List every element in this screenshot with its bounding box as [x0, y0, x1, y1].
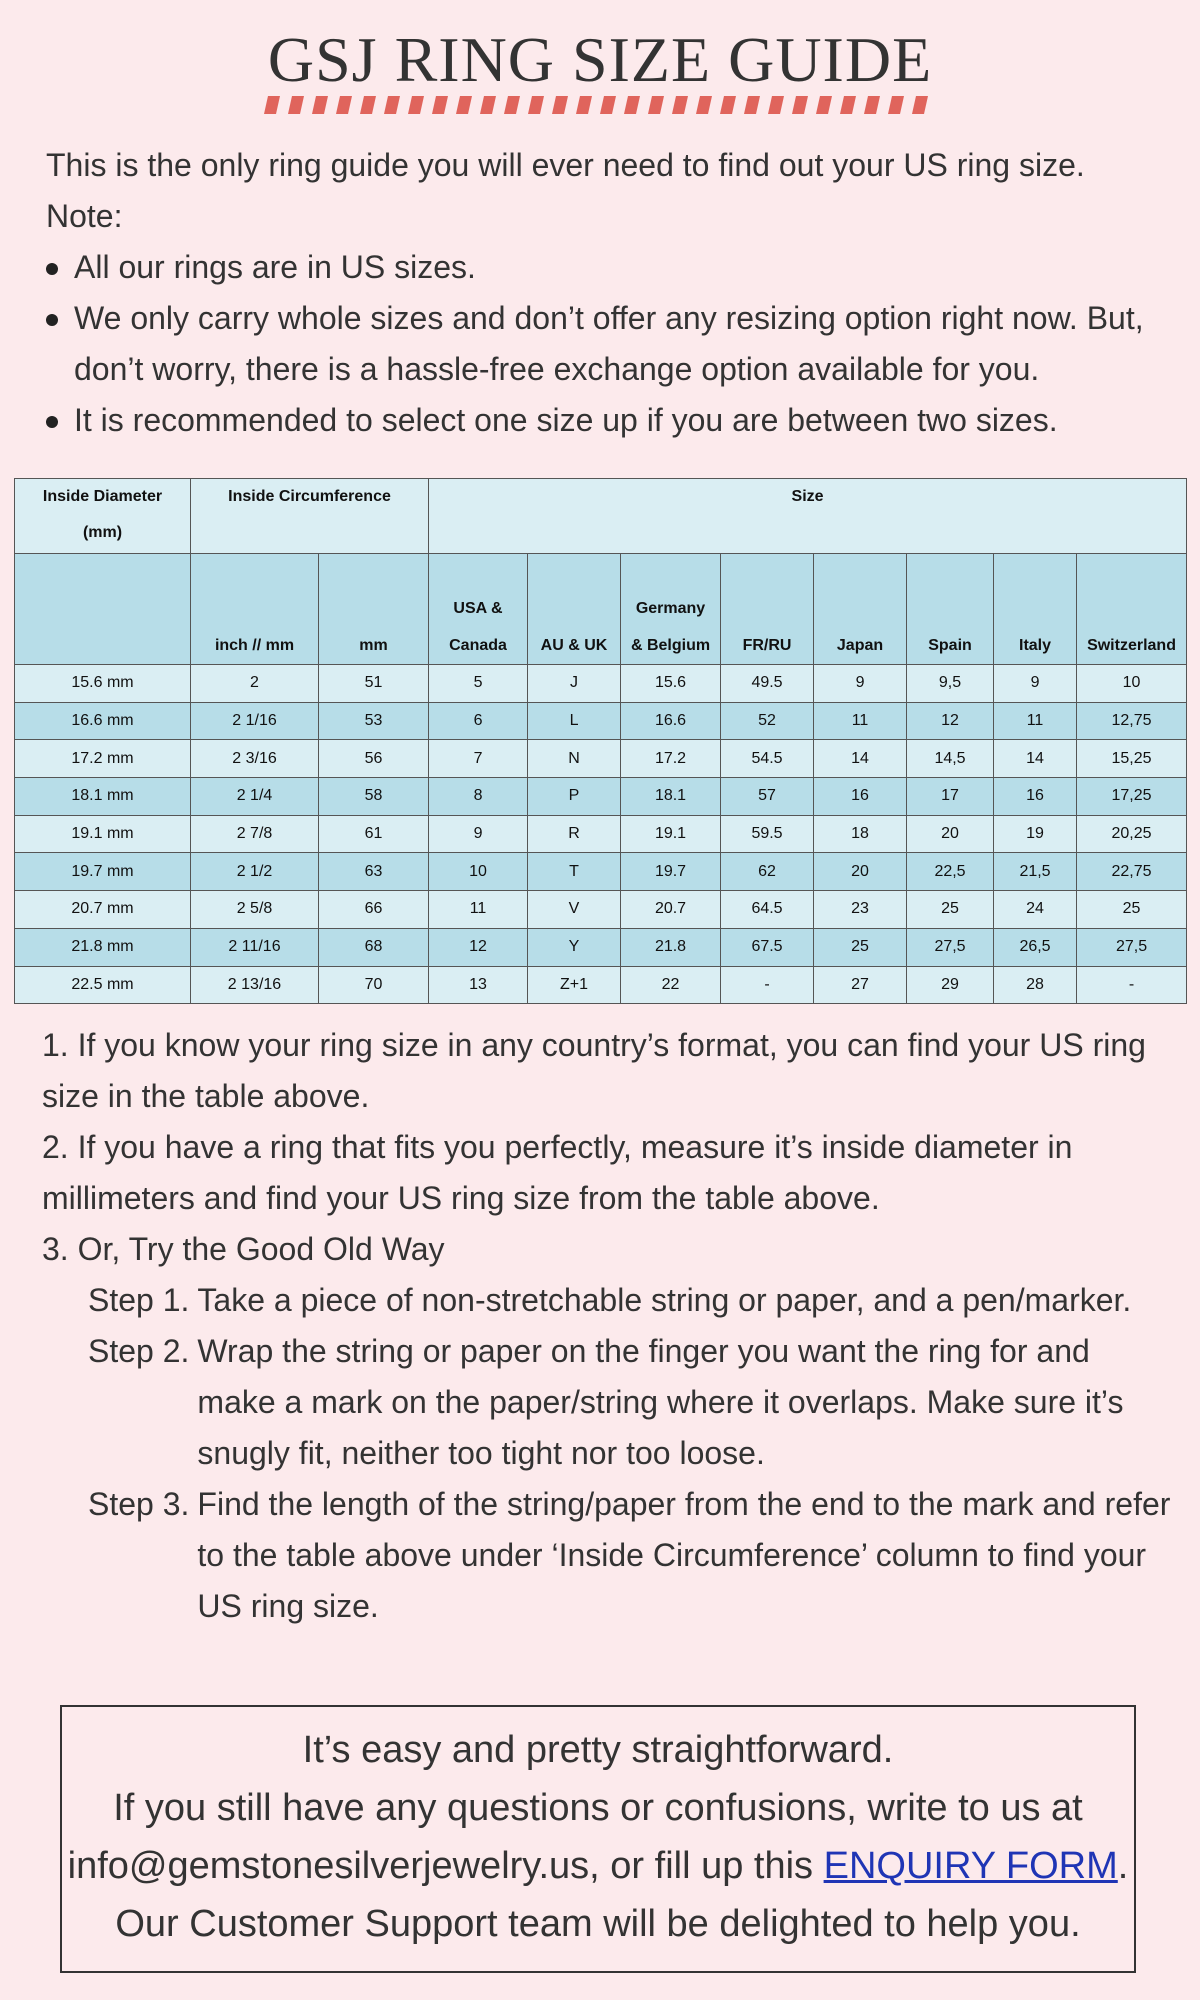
table-cell: 22,75	[1077, 853, 1187, 891]
step-label: Step 3.	[88, 1486, 190, 1522]
table-cell: 15,25	[1077, 740, 1187, 778]
decoration-dash	[840, 96, 856, 114]
page-title: GSJ RING SIZE GUIDE	[267, 24, 933, 95]
table-cell: 61	[319, 815, 429, 853]
table-cell: 51	[319, 665, 429, 703]
table-row	[15, 853, 1187, 891]
table-cell: 2 7/8	[191, 815, 319, 853]
decoration-dash	[408, 96, 424, 114]
table-cell: 59.5	[721, 815, 814, 853]
table-row	[15, 966, 1187, 1004]
table-cell: 21.8 mm	[15, 928, 191, 966]
table-cell: 12,75	[1077, 702, 1187, 740]
table-cell: 12	[429, 928, 528, 966]
table-cell: 49.5	[721, 665, 814, 703]
table-cell: 25	[907, 891, 994, 929]
table-cell: J	[528, 665, 621, 703]
decoration-dash	[720, 96, 736, 114]
table-cell: 23	[814, 891, 907, 929]
step-label: Step 1.	[88, 1282, 190, 1318]
table-cell: 20.7	[621, 891, 721, 929]
table-row	[15, 702, 1187, 740]
table-cell: N	[528, 740, 621, 778]
table-cell: 62	[721, 853, 814, 891]
table-cell: 17,25	[1077, 778, 1187, 816]
table-cell: 24	[994, 891, 1077, 929]
instruction-item: 3. Or, Try the Good Old Way	[42, 1231, 445, 1267]
decoration-dash	[816, 96, 832, 114]
decoration-dash	[576, 96, 592, 114]
table-cell: 19.1 mm	[15, 815, 191, 853]
decoration-dash	[384, 96, 400, 114]
title-underline-decoration	[264, 96, 932, 114]
contact-box	[60, 1705, 1136, 1973]
table-cell: 25	[1077, 891, 1187, 929]
table-cell: 52	[721, 702, 814, 740]
column-header: Italy	[994, 554, 1077, 665]
column-header: Japan	[814, 554, 907, 665]
contact-line-4: Our Customer Support team will be delighted to help you.	[115, 1903, 1081, 1945]
table-cell: 2 11/16	[191, 928, 319, 966]
table-cell: 20.7 mm	[15, 891, 191, 929]
decoration-dash	[336, 96, 352, 114]
table-row	[15, 665, 1187, 703]
table-cell: 9	[814, 665, 907, 703]
table-cell: 9	[429, 815, 528, 853]
step-text: Wrap the string or paper on the finger you want the ring for and make a mark on the paper/string where it overlaps. Make sure it’s snugly fit, neither too tight nor too loose.	[197, 1333, 1124, 1471]
table-cell: 20	[907, 815, 994, 853]
table-row	[15, 778, 1187, 816]
table-cell: V	[528, 891, 621, 929]
contact-line-2: If you still have any questions or confusions, write to us at	[113, 1787, 1083, 1829]
column-header: FR/RU	[721, 554, 814, 665]
table-cell: 26,5	[994, 928, 1077, 966]
table-cell: L	[528, 702, 621, 740]
table-cell: 7	[429, 740, 528, 778]
step-text: Find the length of the string/paper from the end to the mark and refer to the table above under ‘Inside Circumference’ column to find your US ring size.	[197, 1486, 1171, 1624]
decoration-dash	[768, 96, 784, 114]
table-cell: 19.7	[621, 853, 721, 891]
decoration-dash	[648, 96, 664, 114]
table-cell: 9	[994, 665, 1077, 703]
table-cell: 16.6	[621, 702, 721, 740]
table-row	[15, 891, 1187, 929]
table-cell: 14,5	[907, 740, 994, 778]
header-inside-diameter: Inside Diameter (mm)	[15, 479, 191, 554]
decoration-dash	[456, 96, 472, 114]
step-label: Step 2.	[88, 1333, 190, 1369]
decoration-dash	[888, 96, 904, 114]
table-cell: 2	[191, 665, 319, 703]
header-size: Size	[429, 479, 1187, 554]
table-cell: 54.5	[721, 740, 814, 778]
contact-email: info@gemstonesilverjewelry.us	[67, 1845, 590, 1887]
instruction-item: 1. If you know your ring size in any country’s format, you can find your US ring size in the table above.	[42, 1027, 1146, 1114]
table-cell: 64.5	[721, 891, 814, 929]
decoration-dash	[624, 96, 640, 114]
table-cell: P	[528, 778, 621, 816]
table-cell: R	[528, 815, 621, 853]
decoration-dash	[360, 96, 376, 114]
table-cell: 2 1/2	[191, 853, 319, 891]
table-cell: 21.8	[621, 928, 721, 966]
table-cell: 27,5	[1077, 928, 1187, 966]
decoration-dash	[696, 96, 712, 114]
table-cell: 2 3/16	[191, 740, 319, 778]
intro-text: This is the only ring guide you will ever need to find out your US ring size.	[46, 147, 1085, 183]
ring-size-table	[14, 478, 1187, 1004]
table-cell: 17	[907, 778, 994, 816]
table-cell: 2 1/4	[191, 778, 319, 816]
instruction-item: 2. If you have a ring that fits you perfectly, measure it’s inside diameter in millimeters and find your US ring size from the table above.	[42, 1129, 1073, 1216]
decoration-dash	[552, 96, 568, 114]
table-cell: 8	[429, 778, 528, 816]
table-cell: 27	[814, 966, 907, 1004]
table-cell: 57	[721, 778, 814, 816]
table-cell: 67.5	[721, 928, 814, 966]
decoration-dash	[528, 96, 544, 114]
note-item: All our rings are in US sizes.	[74, 242, 1166, 293]
decoration-dash	[504, 96, 520, 114]
table-cell: 14	[814, 740, 907, 778]
table-cell: 15.6	[621, 665, 721, 703]
decoration-dash	[600, 96, 616, 114]
table-cell: 14	[994, 740, 1077, 778]
table-cell: 27,5	[907, 928, 994, 966]
step-3	[42, 1479, 1172, 1632]
table-cell: 2 5/8	[191, 891, 319, 929]
table-row	[15, 928, 1187, 966]
decoration-dash	[912, 96, 928, 114]
column-header: mm	[319, 554, 429, 665]
table-cell: 13	[429, 966, 528, 1004]
table-cell: 21,5	[994, 853, 1077, 891]
table-cell: -	[721, 966, 814, 1004]
table-cell: 28	[994, 966, 1077, 1004]
table-cell: T	[528, 853, 621, 891]
table-cell: 17.2	[621, 740, 721, 778]
table-cell: 25	[814, 928, 907, 966]
table-cell: 20	[814, 853, 907, 891]
decoration-dash	[744, 96, 760, 114]
table-cell: 5	[429, 665, 528, 703]
table-cell: 63	[319, 853, 429, 891]
decoration-dash	[312, 96, 328, 114]
note-item: It is recommended to select one size up if you are between two sizes.	[74, 395, 1166, 446]
note-item: We only carry whole sizes and don’t offer any resizing option right now. But, don’t worry, there is a hassle-free exchange option available for you.	[74, 293, 1166, 395]
table-cell: 18.1	[621, 778, 721, 816]
table-cell: 68	[319, 928, 429, 966]
table-cell: 58	[319, 778, 429, 816]
column-header: Spain	[907, 554, 994, 665]
table-cell: 70	[319, 966, 429, 1004]
table-cell: 11	[814, 702, 907, 740]
intro-section	[46, 140, 1166, 446]
table-cell: 2 1/16	[191, 702, 319, 740]
table-row	[15, 815, 1187, 853]
table-cell: 11	[994, 702, 1077, 740]
column-header: Germany & Belgium	[621, 554, 721, 665]
table-cell: 66	[319, 891, 429, 929]
table-cell: 22	[621, 966, 721, 1004]
contact-line-3: info@gemstonesilverjewelry.us, or fill up this ENQUIRY FORM.	[67, 1845, 1129, 1887]
table-cell: 12	[907, 702, 994, 740]
enquiry-form-link[interactable]: ENQUIRY FORM	[823, 1845, 1118, 1887]
note-label: Note:	[46, 198, 123, 234]
table-cell: Z+1	[528, 966, 621, 1004]
decoration-dash	[288, 96, 304, 114]
table-cell: 53	[319, 702, 429, 740]
table-cell: 15.6 mm	[15, 665, 191, 703]
column-header	[15, 554, 191, 665]
column-header: USA & Canada	[429, 554, 528, 665]
table-cell: 16	[814, 778, 907, 816]
decoration-dash	[792, 96, 808, 114]
table-cell: 2 13/16	[191, 966, 319, 1004]
table-cell: 56	[319, 740, 429, 778]
table-cell: 16.6 mm	[15, 702, 191, 740]
step-1	[42, 1275, 1172, 1326]
table-cell: -	[1077, 966, 1187, 1004]
table-cell: 19.1	[621, 815, 721, 853]
table-cell: 20,25	[1077, 815, 1187, 853]
table-cell: 9,5	[907, 665, 994, 703]
instructions-section	[42, 1020, 1172, 1632]
table-cell: 18	[814, 815, 907, 853]
table-cell: 22,5	[907, 853, 994, 891]
table-cell: 11	[429, 891, 528, 929]
table-cell: 19	[994, 815, 1077, 853]
decoration-dash	[672, 96, 688, 114]
contact-line-1: It’s easy and pretty straightforward.	[302, 1729, 894, 1771]
decoration-dash	[480, 96, 496, 114]
table-cell: 19.7 mm	[15, 853, 191, 891]
column-header: Switzerland	[1077, 554, 1187, 665]
table-cell: 6	[429, 702, 528, 740]
table-cell: 22.5 mm	[15, 966, 191, 1004]
table-cell: 29	[907, 966, 994, 1004]
decoration-dash	[864, 96, 880, 114]
table-cell: 16	[994, 778, 1077, 816]
table-cell: 17.2 mm	[15, 740, 191, 778]
header-inside-circumference: Inside Circumference	[191, 479, 429, 554]
decoration-dash	[264, 96, 280, 114]
step-text: Take a piece of non-stretchable string or paper, and a pen/marker.	[197, 1282, 1132, 1318]
step-2	[42, 1326, 1172, 1479]
column-header: inch // mm	[191, 554, 319, 665]
table-cell: 10	[429, 853, 528, 891]
table-cell: 18.1 mm	[15, 778, 191, 816]
table-cell: Y	[528, 928, 621, 966]
table-cell: 10	[1077, 665, 1187, 703]
decoration-dash	[432, 96, 448, 114]
note-list	[46, 242, 1166, 446]
table-row	[15, 740, 1187, 778]
column-header: AU & UK	[528, 554, 621, 665]
